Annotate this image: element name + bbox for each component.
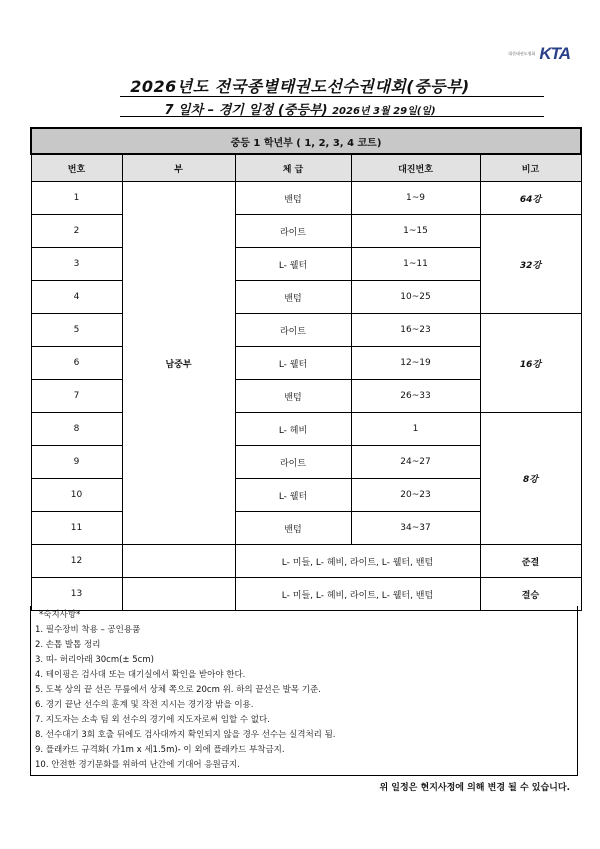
notice-item: 7. 지도자는 소속 팀 외 선수의 경기에 지도자로써 임할 수 없다.	[35, 715, 270, 725]
row-division	[122, 545, 235, 578]
row-number: 10	[31, 479, 122, 512]
notice-item: 5. 도복 상의 끝 선은 무릎에서 상체 쪽으로 20cm 위. 하의 끝선은 발목 기준.	[35, 685, 321, 695]
row-bracket: 20~23	[351, 479, 480, 512]
row-number: 6	[31, 347, 122, 380]
row-number: 9	[31, 446, 122, 479]
header-number: 번호	[31, 154, 122, 182]
header-note: 비고	[480, 154, 581, 182]
subtitle-underline	[120, 116, 544, 117]
notice-item: 8. 선수대기 3회 호출 뒤에도 검사대까지 확인되지 않을 경우 선수는 실격처리 됨.	[35, 730, 336, 740]
notice-item: 3. 띠- 허리아래 30cm(± 5cm)	[35, 655, 154, 665]
row-weights-combined: L- 미들, L- 헤비, 라이트, L- 웰터, 밴텀	[235, 578, 480, 611]
header-bracket: 대진번호	[351, 154, 480, 182]
logo-mark: KTA	[539, 44, 570, 63]
round-label: 32강	[480, 215, 581, 314]
row-bracket: 10~25	[351, 281, 480, 314]
table-row	[31, 545, 581, 578]
row-number: 12	[31, 545, 122, 578]
row-number: 13	[31, 578, 122, 611]
row-weight: 밴텀	[235, 380, 351, 413]
row-weight: 밴텀	[235, 512, 351, 545]
round-label: 16강	[480, 314, 581, 413]
row-weight: 밴텀	[235, 182, 351, 215]
row-weight: L- 웰터	[235, 248, 351, 281]
kta-logo	[508, 44, 570, 64]
row-number: 5	[31, 314, 122, 347]
row-bracket: 1~15	[351, 215, 480, 248]
row-number: 11	[31, 512, 122, 545]
header-division: 부	[122, 154, 235, 182]
page-title: 2026년도 전국종별태권도선수권대회(중등부)	[130, 77, 470, 96]
title-underline	[120, 96, 544, 97]
round-label: 64강	[480, 182, 581, 215]
row-weight: 라이트	[235, 215, 351, 248]
table-row	[31, 413, 581, 446]
subtitle-day: 7 일차 – 경기 일정 (중등부)	[164, 103, 328, 118]
notice-item: 10. 안전한 경기문화를 위하여 난간에 기대어 응원금지.	[35, 760, 240, 770]
notice-item: 4. 테이핑은 검사대 또는 대기실에서 확인을 받아야 한다.	[35, 670, 246, 680]
row-number: 1	[31, 182, 122, 215]
row-number: 4	[31, 281, 122, 314]
round-label: 준결	[480, 545, 581, 578]
logo-subtext: 대한태권도협회	[508, 51, 536, 56]
row-weight: 라이트	[235, 314, 351, 347]
round-label: 결승	[480, 578, 581, 611]
row-number: 7	[31, 380, 122, 413]
row-bracket: 1	[351, 413, 480, 446]
round-label: 8강	[480, 413, 581, 545]
schedule-table	[30, 127, 582, 611]
notice-item: 2. 손톱 발톱 정리	[35, 640, 101, 650]
row-weight: L- 웰터	[235, 347, 351, 380]
table-caption: 중등 1 학년부 ( 1, 2, 3, 4 코트)	[31, 128, 581, 154]
notice-item: 9. 플래카드 규격화( 가1m x 세1.5m)- 이 외에 플래카드 부착금지.	[35, 745, 285, 755]
row-number: 3	[31, 248, 122, 281]
row-bracket: 12~19	[351, 347, 480, 380]
row-weight: 밴텀	[235, 281, 351, 314]
table-row	[31, 314, 581, 347]
row-weights-combined: L- 미들, L- 헤비, 라이트, L- 웰터, 밴텀	[235, 545, 480, 578]
row-weight: L- 헤비	[235, 413, 351, 446]
notice-box	[30, 606, 578, 776]
table-row	[31, 215, 581, 248]
row-weight: L- 웰터	[235, 479, 351, 512]
row-bracket: 34~37	[351, 512, 480, 545]
table-row	[31, 182, 581, 215]
row-number: 2	[31, 215, 122, 248]
header-weight: 체 급	[235, 154, 351, 182]
notice-item: 6. 경기 끝난 선수의 훈계 및 작전 지시는 경기장 밖을 이용.	[35, 700, 254, 710]
row-weight: 라이트	[235, 446, 351, 479]
row-bracket: 26~33	[351, 380, 480, 413]
footer-disclaimer: 위 일정은 현지사정에 의해 변경 될 수 있습니다.	[379, 783, 570, 793]
division-cell: 남중부	[122, 182, 235, 545]
row-bracket: 16~23	[351, 314, 480, 347]
row-bracket: 24~27	[351, 446, 480, 479]
notice-item: 1. 필수장비 착용 – 공인용품	[35, 625, 141, 635]
subtitle-date: 2026년 3월 29일(일)	[332, 106, 436, 117]
row-bracket: 1~11	[351, 248, 480, 281]
row-bracket: 1~9	[351, 182, 480, 215]
row-number: 8	[31, 413, 122, 446]
notice-title: *숙지사항*	[39, 610, 81, 620]
